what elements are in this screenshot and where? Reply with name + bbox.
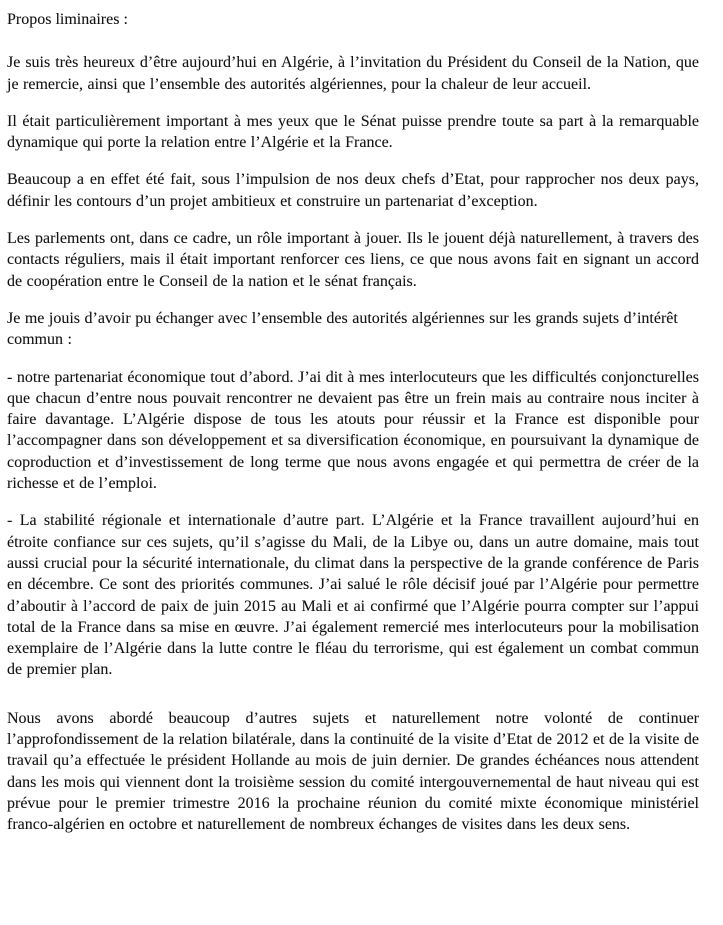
paragraph-stabilite-regionale: - La stabilité régionale et internationale d’autre part. L’Algérie et la France travaillent aujourd’hui en étroite confiance sur ces sujets, qu’il s’agisse du Mali, de la Libye ou, dans un autre domaine, mais tout aussi crucial pour la sécurité internationale, du climat dans la perspective de la grande conférence de Paris en décembre. Ce sont des priorités communes. J’ai salué le rôle décisif joué par l’Algérie pour permettre d’aboutir à l’accord de paix de juin 2015 au Mali et ai confirmé que l’Algérie pourra compter sur l’appui total de la France dans sa mise en œuvre. J’ai également remercié mes interlocuteurs pour la mobilisation exemplaire de l’Algérie dans la lutte contre le fléau du terrorisme, qui est également un combat commun de premier plan.	[7, 512, 699, 679]
paragraph-partenariat-economique: - notre partenariat économique tout d’abord. J’ai dit à mes interlocuteurs que les difficultés conjoncturelles que chacun d’entre nous pouvait rencontrer ne devaient pas être un frein mais au contraire nous inciter à faire davantage. L’Algérie dispose de tous les atouts pour réussir et la France est disponible pour l’accompagner dans son développement et sa diversification économique, en poursuivant la dynamique de coproduction et d’investissement de long terme que nous avons engagée et qui permettra de créer de la richesse et de l’emploi.	[7, 368, 699, 493]
paragraph-parlements: Les parlements ont, dans ce cadre, un rôle important à jouer. Ils le jouent déjà naturellement, à travers des contacts réguliers, mais il était important renforcer ces liens, ce que nous avons fait en signant un accord de coopération entre le Conseil de la nation et le sénat français.	[7, 230, 699, 290]
paragraph-chefs-detat: Beaucoup a en effet été fait, sous l’impulsion de nos deux chefs d’Etat, pour rapprocher nos deux pays, définir les contours d’un projet ambitieux et construire un partenariat d’exception.	[7, 171, 699, 210]
paragraph-welcome: Je suis très heureux d’être aujourd’hui en Algérie, à l’invitation du Président du Conseil de la Nation, que je remercie, ainsi que l’ensemble des autorités algériennes, pour la chaleur de leur accueil.	[7, 54, 699, 93]
paragraph-autres-sujets: Nous avons abordé beaucoup d’autres sujets et naturellement notre volonté de continuer l’approfondissement de la relation bilatérale, dans la continuité de la visite d’Etat de 2012 et de la visite de travail qu’a effectuée le président Hollande au mois de juin dernier. De grandes échéances nous attendent dans les mois qui viennent dont la troisième session du comité intergouvernemental de haut niveau qui est prévue pour le premier trimestre 2016 la prochaine réunion du comité mixte économique ministériel franco-algérien en octobre et naturellement de nombreux échanges de visites dans les deux sens.	[7, 709, 699, 834]
paragraph-sujets-communs: Je me jouis d’avoir pu échanger avec l’ensemble des autorités algériennes sur les grands sujets d’intérêt commun :	[7, 309, 678, 349]
paragraph-senat-role: Il était particulièrement important à mes yeux que le Sénat puisse prendre toute sa part à la remarquable dynamique qui porte la relation entre l’Algérie et la France.	[7, 112, 699, 152]
document-title: Propos liminaires :	[7, 11, 128, 28]
